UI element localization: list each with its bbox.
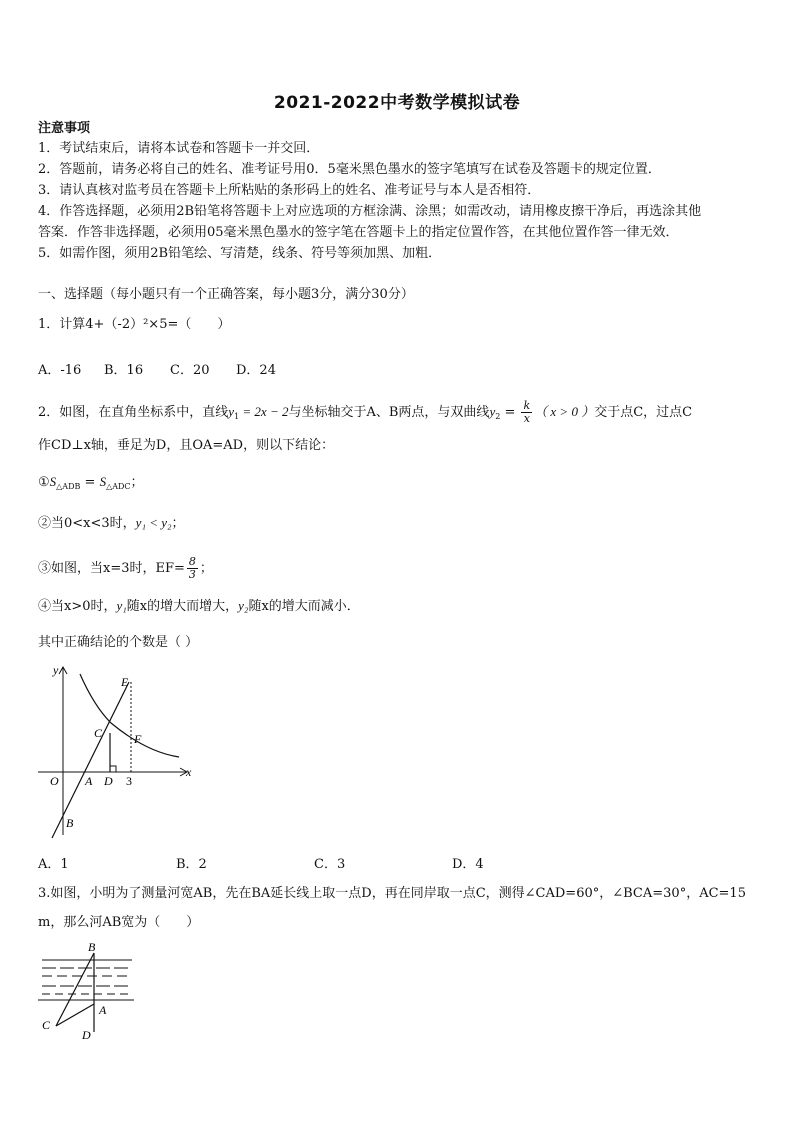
label-o: O [50, 774, 59, 788]
label-d: D [104, 774, 113, 788]
q1-choice-c[interactable]: C．20 [170, 363, 210, 378]
notice-item-5: 5．如需作图，须用2B铅笔绘、写清楚，线条、符号等须加黑、加粗． [38, 246, 442, 261]
right-angle-mark [110, 766, 116, 772]
q2-stem-line1: 2．如图，在直角坐标系中，直线$y_1 = 2x - 2$与坐标轴交于A、B两点，与双曲线$y_2$ = $\frac{k}{x}$ （ x > 0 ）交于点C，过点C [38, 399, 693, 425]
q2-choice-c[interactable]: C．3 [314, 857, 346, 872]
label-e: E [121, 675, 129, 689]
line-y1 [52, 682, 129, 838]
label-y: y [53, 663, 59, 677]
notice-heading: 注意事项 [38, 121, 91, 136]
notice-item-1: 1．考试结束后，请将本试卷和答题卡一并交回． [38, 141, 320, 156]
exam-title: 2021-2022中考数学模拟试卷 [273, 93, 521, 113]
hyperbola-y2 [80, 674, 179, 757]
label-b: B [88, 940, 96, 954]
q3-river-figure [36, 940, 146, 1045]
q1-choice-d[interactable]: D．24 [236, 363, 276, 378]
q1-choice-b[interactable]: B．16 [104, 363, 144, 378]
q3-stem-line2: m，那么河AB宽为（ ） [38, 915, 200, 930]
label-a: A [85, 774, 93, 788]
notice-item-3: 3．请认真核对监考员在答题卡上所粘贴的条形码上的姓名、准考证号与本人是否相符． [38, 183, 541, 198]
q2-statement-3: ③如图，当x=3时，EF= $\frac{8}{3}$ ； [38, 555, 213, 581]
notice-item-4: 4．作答选择题，必须用2B铅笔将答题卡上对应选项的方框涂满、涂黑；如需改动，请用橡皮擦干净后，再选涂其他 [38, 204, 702, 219]
river-wave-lines [38, 960, 134, 1000]
label-x: x [186, 765, 192, 779]
label-a: A [99, 1003, 107, 1017]
q2-question: 其中正确结论的个数是（ ） [38, 635, 199, 650]
q2-choice-a[interactable]: A．1 [38, 857, 69, 872]
label-3: 3 [126, 774, 132, 788]
notice-item-4-cont: 答案．作答非选择题，必须用05毫米黑色墨水的签字笔在答题卡上的指定位置作答，在其他位置作答一律无效． [38, 225, 679, 240]
notice-item-2: 2．答题前，请务必将自己的姓名、准考证号用0．5毫米黑色墨水的签字笔填写在试卷及答题卡的规定位置． [38, 162, 661, 177]
eight-thirds-fraction: $\frac{8}{3}$ [188, 555, 196, 581]
label-d: D [82, 1028, 91, 1042]
q2-statement-1: $①S_{\triangle ADB} = S_{\triangle ADC}$； [38, 474, 144, 491]
label-c: C [94, 726, 103, 740]
q2-coordinate-figure [36, 660, 196, 840]
section-heading: 一、选择题（每小题只有一个正确答案，每小题3分，满分30分） [38, 287, 414, 302]
q1-choice-a[interactable]: A．-16 [38, 363, 82, 378]
q1-stem: 1．计算4+（-2）²×5=（ ） [38, 317, 231, 332]
label-b: B [66, 816, 74, 830]
q3-stem-line1: 3.如图，小明为了测量河宽AB，先在BA延长线上取一点D，再在同岸取一点C，测得∠CAD=60°，∠BCA=30°，AC=15 [38, 886, 746, 901]
k-over-x-fraction: $\frac{k}{x}$ [523, 399, 531, 425]
label-c: C [42, 1018, 51, 1032]
q2-choice-b[interactable]: B．2 [176, 857, 207, 872]
q2-stem-line2: 作CD⊥x轴，垂足为D，且OA=AD，则以下结论： [38, 438, 335, 453]
q2-statement-4: ④当x>0时，y₁随x的增大而增大，y₂随x的增大而减小． [38, 598, 360, 614]
q2-statement-2: ②当0<x<3时，y₁ < y₂； [38, 515, 185, 531]
label-f: F [134, 732, 142, 746]
q2-choice-d[interactable]: D．4 [452, 857, 484, 872]
